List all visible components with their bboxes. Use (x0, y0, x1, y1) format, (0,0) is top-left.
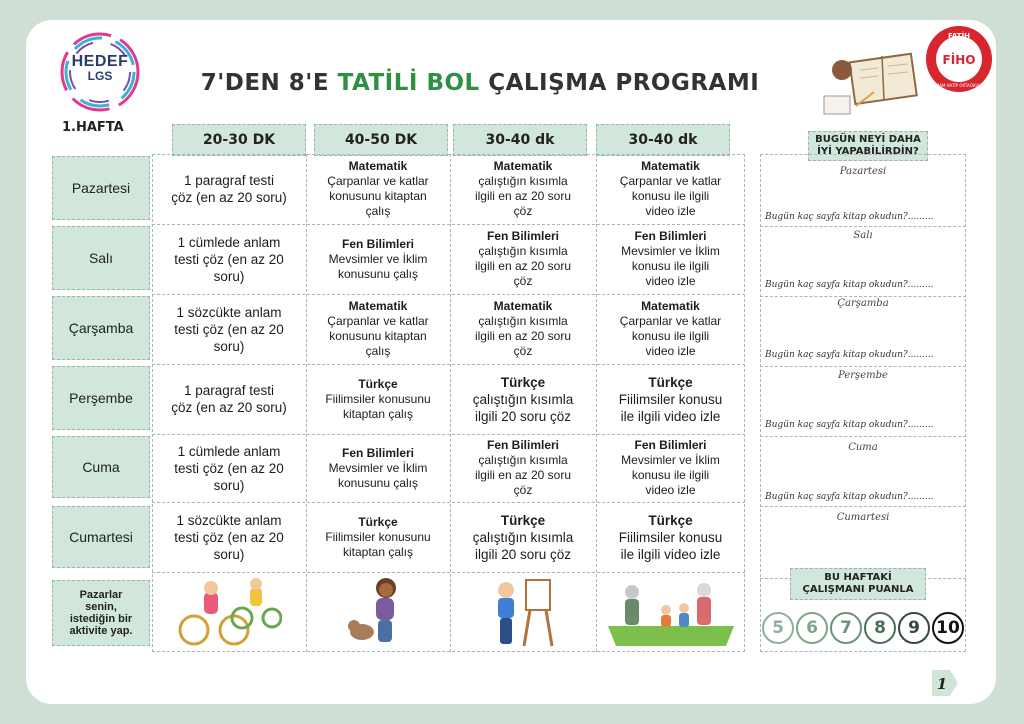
cell-subject: Türkçe (358, 376, 398, 391)
cell-line: video izle (645, 344, 696, 358)
cell-line: Fiilimsiler konusu (618, 391, 723, 407)
cell-line: testi çöz (en az 20 (174, 529, 284, 545)
page-number: 1 (936, 675, 948, 693)
cell-line: Çarpanlar ve katlar (327, 174, 429, 188)
title-part-2: TATİLİ BOL (337, 70, 480, 96)
reflection-day: Pazartesi (839, 166, 887, 177)
cell-line: konusunu çalış (337, 475, 419, 490)
cell-line: ile ilgili video izle (620, 408, 721, 424)
cell-line: ilgili 20 soru çöz (474, 546, 572, 562)
cell-subject: Fen Bilimleri (341, 445, 415, 460)
cell-line: ilgili en az 20 soru (474, 189, 572, 203)
cell-line: Mevsimler ve İklim (328, 251, 428, 266)
cell-subject: Fen Bilimleri (486, 229, 560, 243)
cell-subject: Fen Bilimleri (341, 236, 415, 251)
cell-line: konusu ile ilgili (631, 189, 710, 203)
cell-subject: Matematik (348, 159, 408, 173)
cell-line: ilgili en az 20 soru (474, 468, 572, 482)
cell-r0-c2 (306, 154, 450, 224)
pages-read-line[interactable]: Bugün kaç sayfa kitap okudun?......... (765, 350, 934, 360)
day-label-cumartesi: Cumartesi (52, 506, 150, 568)
cell-line: Fiilimsiler konusunu (325, 391, 431, 406)
cell-line: çalıştığın kısımla (472, 529, 574, 545)
logo-line1: HEDEF (71, 53, 129, 70)
cell-line: çalıştığın kısımla (478, 314, 568, 328)
cell-line: kitaptan çalış (342, 406, 414, 421)
cell-r3-c4 (596, 364, 745, 434)
pages-read-line[interactable]: Bugün kaç sayfa kitap okudun?......... (765, 212, 934, 222)
rating-10[interactable]: 10 (932, 612, 964, 644)
reflection-day: Çarşamba (837, 298, 889, 309)
cell-line: çalıştığın kısımla (478, 244, 568, 258)
cell-r1-c1 (152, 224, 306, 294)
cell-line: Çarpanlar ve katlar (619, 314, 722, 328)
cell-subject: Fen Bilimleri (634, 229, 707, 243)
cell-r1-c4 (596, 224, 745, 294)
page-number-badge (930, 668, 960, 698)
cell-r1-c3 (450, 224, 596, 294)
rate-title-line: BU HAFTAKİ (824, 572, 892, 583)
cell-line: ilgili en az 20 soru (474, 259, 572, 273)
rating-5[interactable]: 5 (762, 612, 794, 644)
painting-kid-illustration (488, 576, 558, 648)
family-picnic-illustration (608, 576, 734, 646)
rating-8[interactable]: 8 (864, 612, 896, 644)
cell-r2-c4 (596, 294, 745, 364)
cell-r0-c3 (450, 154, 596, 224)
cell-r5-c4 (596, 502, 745, 572)
sunday-line: senin, (85, 601, 117, 613)
cell-line: Mevsimler ve İklim (621, 453, 720, 467)
cell-line: çalıştığın kısımla (472, 391, 574, 407)
column-header-4: 30-40 dk (596, 124, 730, 156)
sunday-line: istediğin bir (69, 613, 133, 625)
cell-subject: Matematik (348, 299, 408, 313)
column-header-2: 40-50 DK (314, 124, 448, 156)
cell-line: çöz (513, 344, 533, 358)
cell-r5-c3 (450, 502, 596, 572)
column-header-1: 20-30 DK (172, 124, 306, 156)
question-line: BUGÜN NEYİ DAHA (815, 134, 921, 145)
cell-line: ilgili en az 20 soru (474, 329, 572, 343)
reflection-day: Cuma (848, 442, 878, 453)
cell-r0-c1 (152, 154, 306, 224)
day-label-sali: Salı (52, 226, 150, 290)
day-label-carsamba: Çarşamba (52, 296, 150, 360)
day-label-pazartesi: Pazartesi (52, 156, 150, 220)
cell-subject: Matematik (641, 159, 700, 173)
cell-line: çöz (en az 20 soru) (171, 400, 287, 415)
cell-line: Fiilimsiler konusunu (325, 529, 431, 544)
question-line: İYİ YAPABİLİRDİN? (817, 146, 919, 157)
reflection-day: Cumartesi (836, 512, 890, 523)
cell-r3-c3 (450, 364, 596, 434)
cell-line: 1 sözcükte anlam (176, 304, 282, 320)
cell-line: testi çöz (en az 20 (174, 460, 284, 476)
cell-r4-c1 (152, 434, 306, 502)
panel-divider (760, 296, 966, 297)
cell-line: Çarpanlar ve katlar (619, 174, 722, 188)
cell-r2-c2 (306, 294, 450, 364)
cell-line: testi çöz (en az 20 (174, 321, 284, 337)
cell-subject: Matematik (493, 299, 553, 313)
cell-line: soru) (213, 546, 245, 562)
cell-line: çöz (513, 274, 533, 288)
cell-r4-c4 (596, 434, 745, 502)
title-part-3: ÇALIŞMA PROGRAMI (479, 70, 760, 96)
cell-line: 1 cümlede anlam (177, 234, 281, 250)
cell-line: çöz (513, 204, 533, 218)
cell-subject: Türkçe (500, 374, 546, 390)
cell-r5-c2 (306, 502, 450, 572)
cell-line: 1 cümlede anlam (177, 443, 281, 459)
week-label: 1.HAFTA (62, 120, 124, 135)
cell-subject: Matematik (641, 299, 700, 313)
rating-7[interactable]: 7 (830, 612, 862, 644)
panel-divider (760, 436, 966, 437)
rate-title-line: ÇALIŞMANI PUANLA (802, 584, 914, 595)
cell-r3-c1 (152, 364, 306, 434)
logo-right-top: FATİH (947, 32, 971, 40)
cell-r5-c1 (152, 502, 306, 572)
cell-line: Mevsimler ve İklim (328, 460, 428, 475)
reflection-day: Perşembe (838, 370, 888, 381)
rating-9[interactable]: 9 (898, 612, 930, 644)
cell-line: soru) (213, 477, 245, 493)
pages-read-line[interactable]: Bugün kaç sayfa kitap okudun?......... (765, 280, 934, 290)
cell-line: ile ilgili video izle (620, 546, 721, 562)
cell-line: konusunu çalış (337, 266, 419, 281)
books-illustration (822, 48, 922, 118)
cell-line: konusunu kitaptan (329, 189, 427, 203)
pages-read-line[interactable]: Bugün kaç sayfa kitap okudun?......... (765, 492, 934, 502)
cell-line: 1 paragraf testi (183, 173, 275, 188)
cell-line: konusunu kitaptan (329, 329, 427, 343)
cell-r4-c2 (306, 434, 450, 502)
cell-line: çöz (513, 483, 533, 497)
rating-6[interactable]: 6 (796, 612, 828, 644)
cell-line: konusu ile ilgili (631, 329, 710, 343)
cell-line: çalıştığın kısımla (478, 453, 568, 467)
panel-divider (760, 366, 966, 367)
cell-line: 1 sözcükte anlam (176, 512, 282, 528)
sunday-line: aktivite yap. (69, 625, 133, 637)
cell-line: çöz (en az 20 soru) (171, 190, 287, 205)
logo-text (64, 54, 136, 83)
reflection-day: Salı (853, 230, 873, 241)
cell-r0-c4 (596, 154, 745, 224)
girl-with-cat-illustration (346, 576, 416, 646)
cell-subject: Türkçe (500, 512, 546, 528)
cell-line: konusu ile ilgili (631, 468, 710, 482)
cell-r2-c1 (152, 294, 306, 364)
logo-right-center: FİHO (942, 53, 976, 67)
logo-line2: LGS (87, 69, 113, 83)
cell-line: soru) (213, 338, 245, 354)
fiho-logo (924, 24, 994, 94)
cell-line: Mevsimler ve İklim (621, 244, 720, 258)
sunday-label (52, 580, 150, 646)
rate-week-title (790, 568, 926, 600)
cycling-kids-illustration (172, 578, 282, 646)
cell-line: soru) (213, 268, 245, 284)
cell-line: kitaptan çalış (342, 544, 414, 559)
cell-subject: Türkçe (648, 374, 693, 390)
page-title (190, 70, 770, 96)
grid-hline (152, 572, 745, 573)
pages-read-line[interactable]: Bugün kaç sayfa kitap okudun?......... (765, 420, 934, 430)
day-label-persembe: Perşembe (52, 366, 150, 430)
cell-subject: Matematik (493, 159, 553, 173)
cell-subject: Türkçe (358, 514, 398, 529)
cell-line: çalış (365, 204, 391, 218)
title-part-1: 7'DEN 8'E (200, 70, 338, 96)
cell-line: video izle (645, 274, 696, 288)
cell-line: ilgili 20 soru çöz (474, 408, 572, 424)
cell-subject: Fen Bilimleri (634, 438, 707, 452)
cell-line: testi çöz (en az 20 (174, 251, 284, 267)
cell-r3-c2 (306, 364, 450, 434)
day-label-cuma: Cuma (52, 436, 150, 498)
cell-subject: Türkçe (648, 512, 693, 528)
cell-line: video izle (645, 483, 696, 497)
cell-r4-c3 (450, 434, 596, 502)
cell-subject: Fen Bilimleri (486, 438, 560, 452)
cell-line: çalış (365, 344, 391, 358)
cell-line: Çarpanlar ve katlar (327, 314, 429, 328)
cell-line: video izle (645, 204, 696, 218)
cell-line: çalıştığın kısımla (478, 174, 568, 188)
logo-right-bottom: İMAM HATİP ORTAOKULU (934, 83, 984, 88)
panel-divider (760, 226, 966, 227)
cell-r2-c3 (450, 294, 596, 364)
cell-line: konusu ile ilgili (631, 259, 710, 273)
column-header-3: 30-40 dk (453, 124, 587, 156)
sunday-line: Pazarlar (79, 589, 123, 601)
cell-r1-c2 (306, 224, 450, 294)
panel-divider (760, 506, 966, 507)
cell-line: 1 paragraf testi (183, 383, 275, 398)
cell-line: Fiilimsiler konusu (618, 529, 723, 545)
